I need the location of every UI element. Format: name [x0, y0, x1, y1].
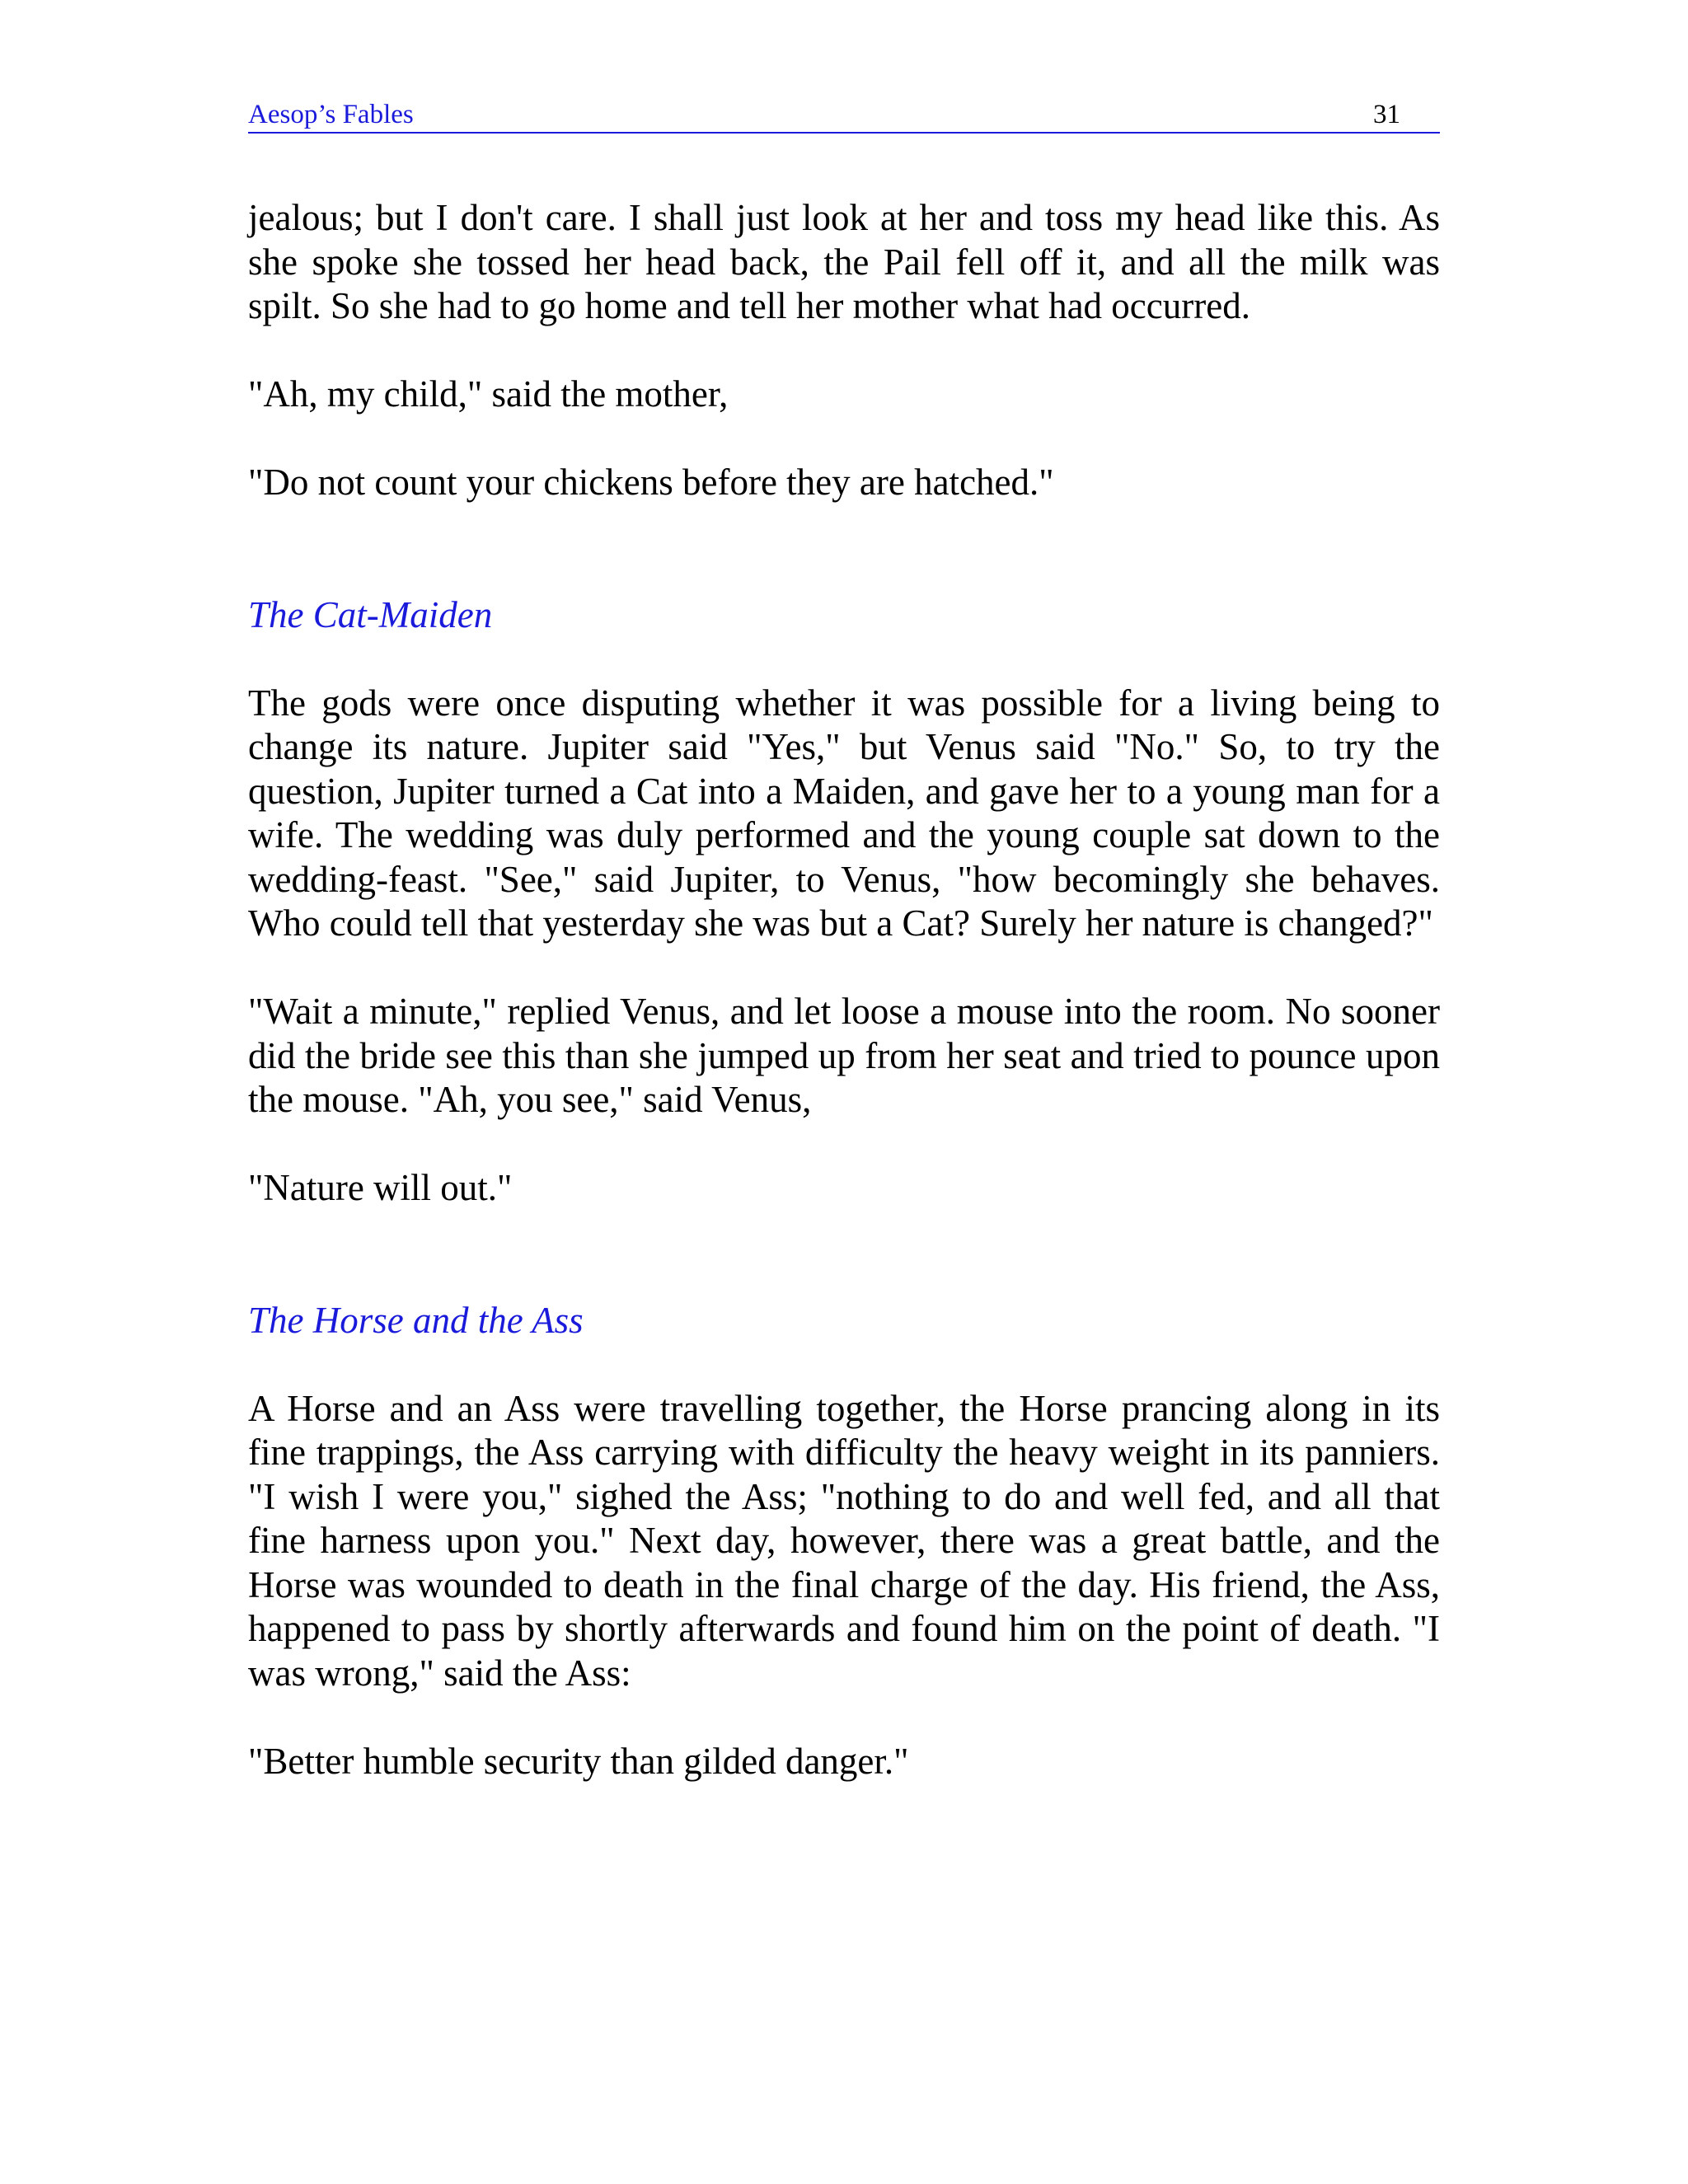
paragraph-mother-said: "Ah, my child," said the mother,	[248, 373, 729, 415]
moral-milkmaid: "Do not count your chickens before they are hatched."	[248, 462, 1054, 503]
header-title: Aesop’s Fables	[248, 100, 414, 129]
page-number: 31	[1373, 100, 1400, 129]
moral-horse-and-ass: "Better humble security than gilded danger."	[248, 1740, 909, 1782]
page-body	[248, 196, 1440, 1783]
heading-cat-maiden: The Cat-Maiden	[248, 593, 493, 635]
spacer	[248, 946, 1440, 991]
spacer	[248, 1122, 1440, 1167]
spacer	[248, 1695, 1440, 1740]
moral-cat-maiden: "Nature will out."	[248, 1167, 513, 1208]
spacer	[248, 417, 1440, 462]
paragraph-milkmaid-ending: jealous; but I don't care. I shall just look at her and toss my head like this. As she spoke she tossed her head back, the Pail fell off it, and all the milk was spilt. So she had to go home and tell her mother what had occurred.	[248, 197, 1440, 326]
running-header	[248, 97, 1440, 134]
spacer	[248, 637, 1440, 682]
spacer	[248, 505, 1440, 593]
heading-horse-and-ass: The Horse and the Ass	[248, 1299, 584, 1341]
spacer	[248, 1343, 1440, 1387]
spacer	[248, 1211, 1440, 1299]
paragraph-cat-maiden-mouse: "Wait a minute," replied Venus, and let loose a mouse into the room. No sooner did the bride see this than she jumped up from her seat and tried to pounce upon the mouse. "Ah, you see," said Venus,	[248, 991, 1440, 1120]
paragraph-horse-and-ass-story: A Horse and an Ass were travelling together, the Horse prancing along in its fine trappings, the Ass carrying with difficulty the heavy weight in its panniers. "I wish I were you," sighed the Ass; "nothing to do and well fed, and all that fine harness upon you." Next day, however, there was a great battle, and the Horse was wounded to death in the final charge of the day. His friend, the Ass, happened to pass by shortly afterwards and found him on the point of death. "I was wrong," said the Ass:	[248, 1387, 1440, 1694]
paragraph-cat-maiden-story: The gods were once disputing whether it was possible for a living being to change its nature. Jupiter said "Yes," but Venus said "No." So, to try the question, Jupiter turned a Cat into a Maiden, and gave her to a young man for a wife. The wedding was duly performed and the young couple sat down to the wedding-feast. "See," said Jupiter, to Venus, "how becomingly she behaves. Who could tell that yesterday she was but a Cat? Surely her nature is changed?"	[248, 682, 1440, 944]
header-rule-tick	[1420, 132, 1440, 134]
spacer	[248, 329, 1440, 373]
